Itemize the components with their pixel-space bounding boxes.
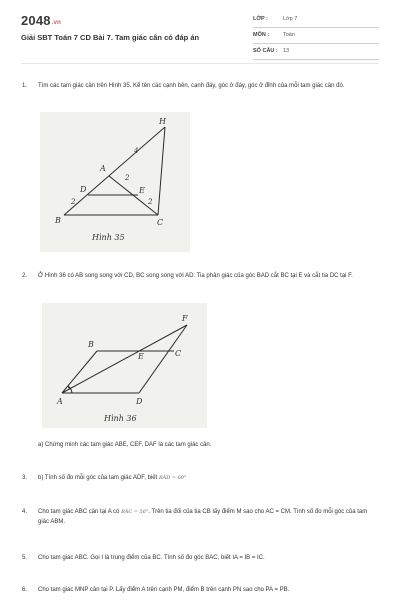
question-number: 4. xyxy=(22,509,28,515)
logo-suffix: .vn xyxy=(51,20,62,26)
point-label: C xyxy=(157,218,164,227)
meta-row-class xyxy=(253,12,379,28)
question-number: 5. xyxy=(22,555,28,561)
question-text-part: . Trên tia đối của tia CB lấy điểm M sao cho AC = CM. Tính số đo mỗi góc của tam giác ABM. xyxy=(38,509,368,525)
length-label: 2 xyxy=(125,174,130,182)
meta-label: LỚP : xyxy=(253,16,268,22)
segment-af xyxy=(62,325,187,393)
meta-label: SỐ CÂU : xyxy=(253,48,278,54)
point-label: E xyxy=(138,352,144,361)
document-title: Giải SBT Toán 7 CD Bài 7. Tam giác cân có đáp án xyxy=(21,33,200,42)
meta-value: Toán xyxy=(283,32,295,38)
question-text: Cho tam giác MNP cân tại P. Lấy điểm A trên cạnh PM, điểm B trên cạnh PN sao cho PA = PB. xyxy=(38,587,290,593)
length-label: 2 xyxy=(148,198,153,206)
meta-row-count xyxy=(253,44,379,60)
angle-expression: BÂC = 56° xyxy=(121,509,149,515)
question-2-part-a: a) Chứng minh các tam giác ABE, CEF, DAF là các tam giác cân. xyxy=(38,442,212,448)
figure-35 xyxy=(40,112,190,252)
meta-box xyxy=(253,12,379,60)
point-label: D xyxy=(136,397,143,406)
segment-df xyxy=(139,325,187,393)
figure-caption: Hình 36 xyxy=(104,414,137,423)
question-number: 1. xyxy=(22,83,28,89)
angle-expression: BÂD = 60° xyxy=(158,475,187,481)
question-text xyxy=(38,507,378,527)
point-label: A xyxy=(100,164,106,173)
point-label: H xyxy=(159,117,166,126)
point-label: B xyxy=(55,216,61,225)
point-label: A xyxy=(57,397,63,406)
question-text: Tìm các tam giác cân trên Hình 35. Kể tên các cạnh bên, cạnh đáy, góc ở đáy, góc ở đỉnh của mỗi tam giác cân đó. xyxy=(38,83,345,89)
point-label: C xyxy=(175,349,182,358)
figure-36 xyxy=(42,303,207,428)
length-label: 2 xyxy=(71,198,76,206)
segment-ab xyxy=(62,351,97,393)
question-number: 3. xyxy=(22,475,28,481)
meta-value: 13 xyxy=(283,48,290,54)
figure-caption: Hình 35 xyxy=(92,233,125,242)
question-text-part: b) Tính số đo mỗi góc của tam giác ADF, biết xyxy=(38,475,158,481)
segment-hc xyxy=(158,127,165,215)
question-text: Ở Hình 36 có AB song song với CD, BC song song với AD. Tia phân giác của góc BAD cắt BC tại E và cắt tia DC tại F. xyxy=(38,273,353,279)
meta-row-subject xyxy=(253,28,379,44)
point-label: E xyxy=(139,186,145,195)
meta-label: MÔN : xyxy=(253,32,270,38)
figure-35-drawing xyxy=(40,112,190,252)
length-label: 4 xyxy=(134,147,139,155)
point-label: D xyxy=(80,185,87,194)
header-divider xyxy=(21,63,379,64)
question-text xyxy=(38,473,378,483)
point-label: B xyxy=(88,340,94,349)
question-number: 2. xyxy=(22,273,28,279)
point-label: F xyxy=(182,314,188,323)
question-text: Cho tam giác ABC. Gọi I là trung điểm của BC. Tính số đo góc BAC, biết IA = IB = IC. xyxy=(38,555,265,561)
logo-main: 2048 xyxy=(21,13,51,28)
site-logo[interactable] xyxy=(21,13,61,28)
figure-36-drawing xyxy=(42,303,207,428)
question-number: 6. xyxy=(22,587,28,593)
meta-value: Lớp 7 xyxy=(283,16,298,22)
question-text-part: Cho tam giác ABC cân tại A có xyxy=(38,509,120,515)
page-header xyxy=(0,0,400,62)
